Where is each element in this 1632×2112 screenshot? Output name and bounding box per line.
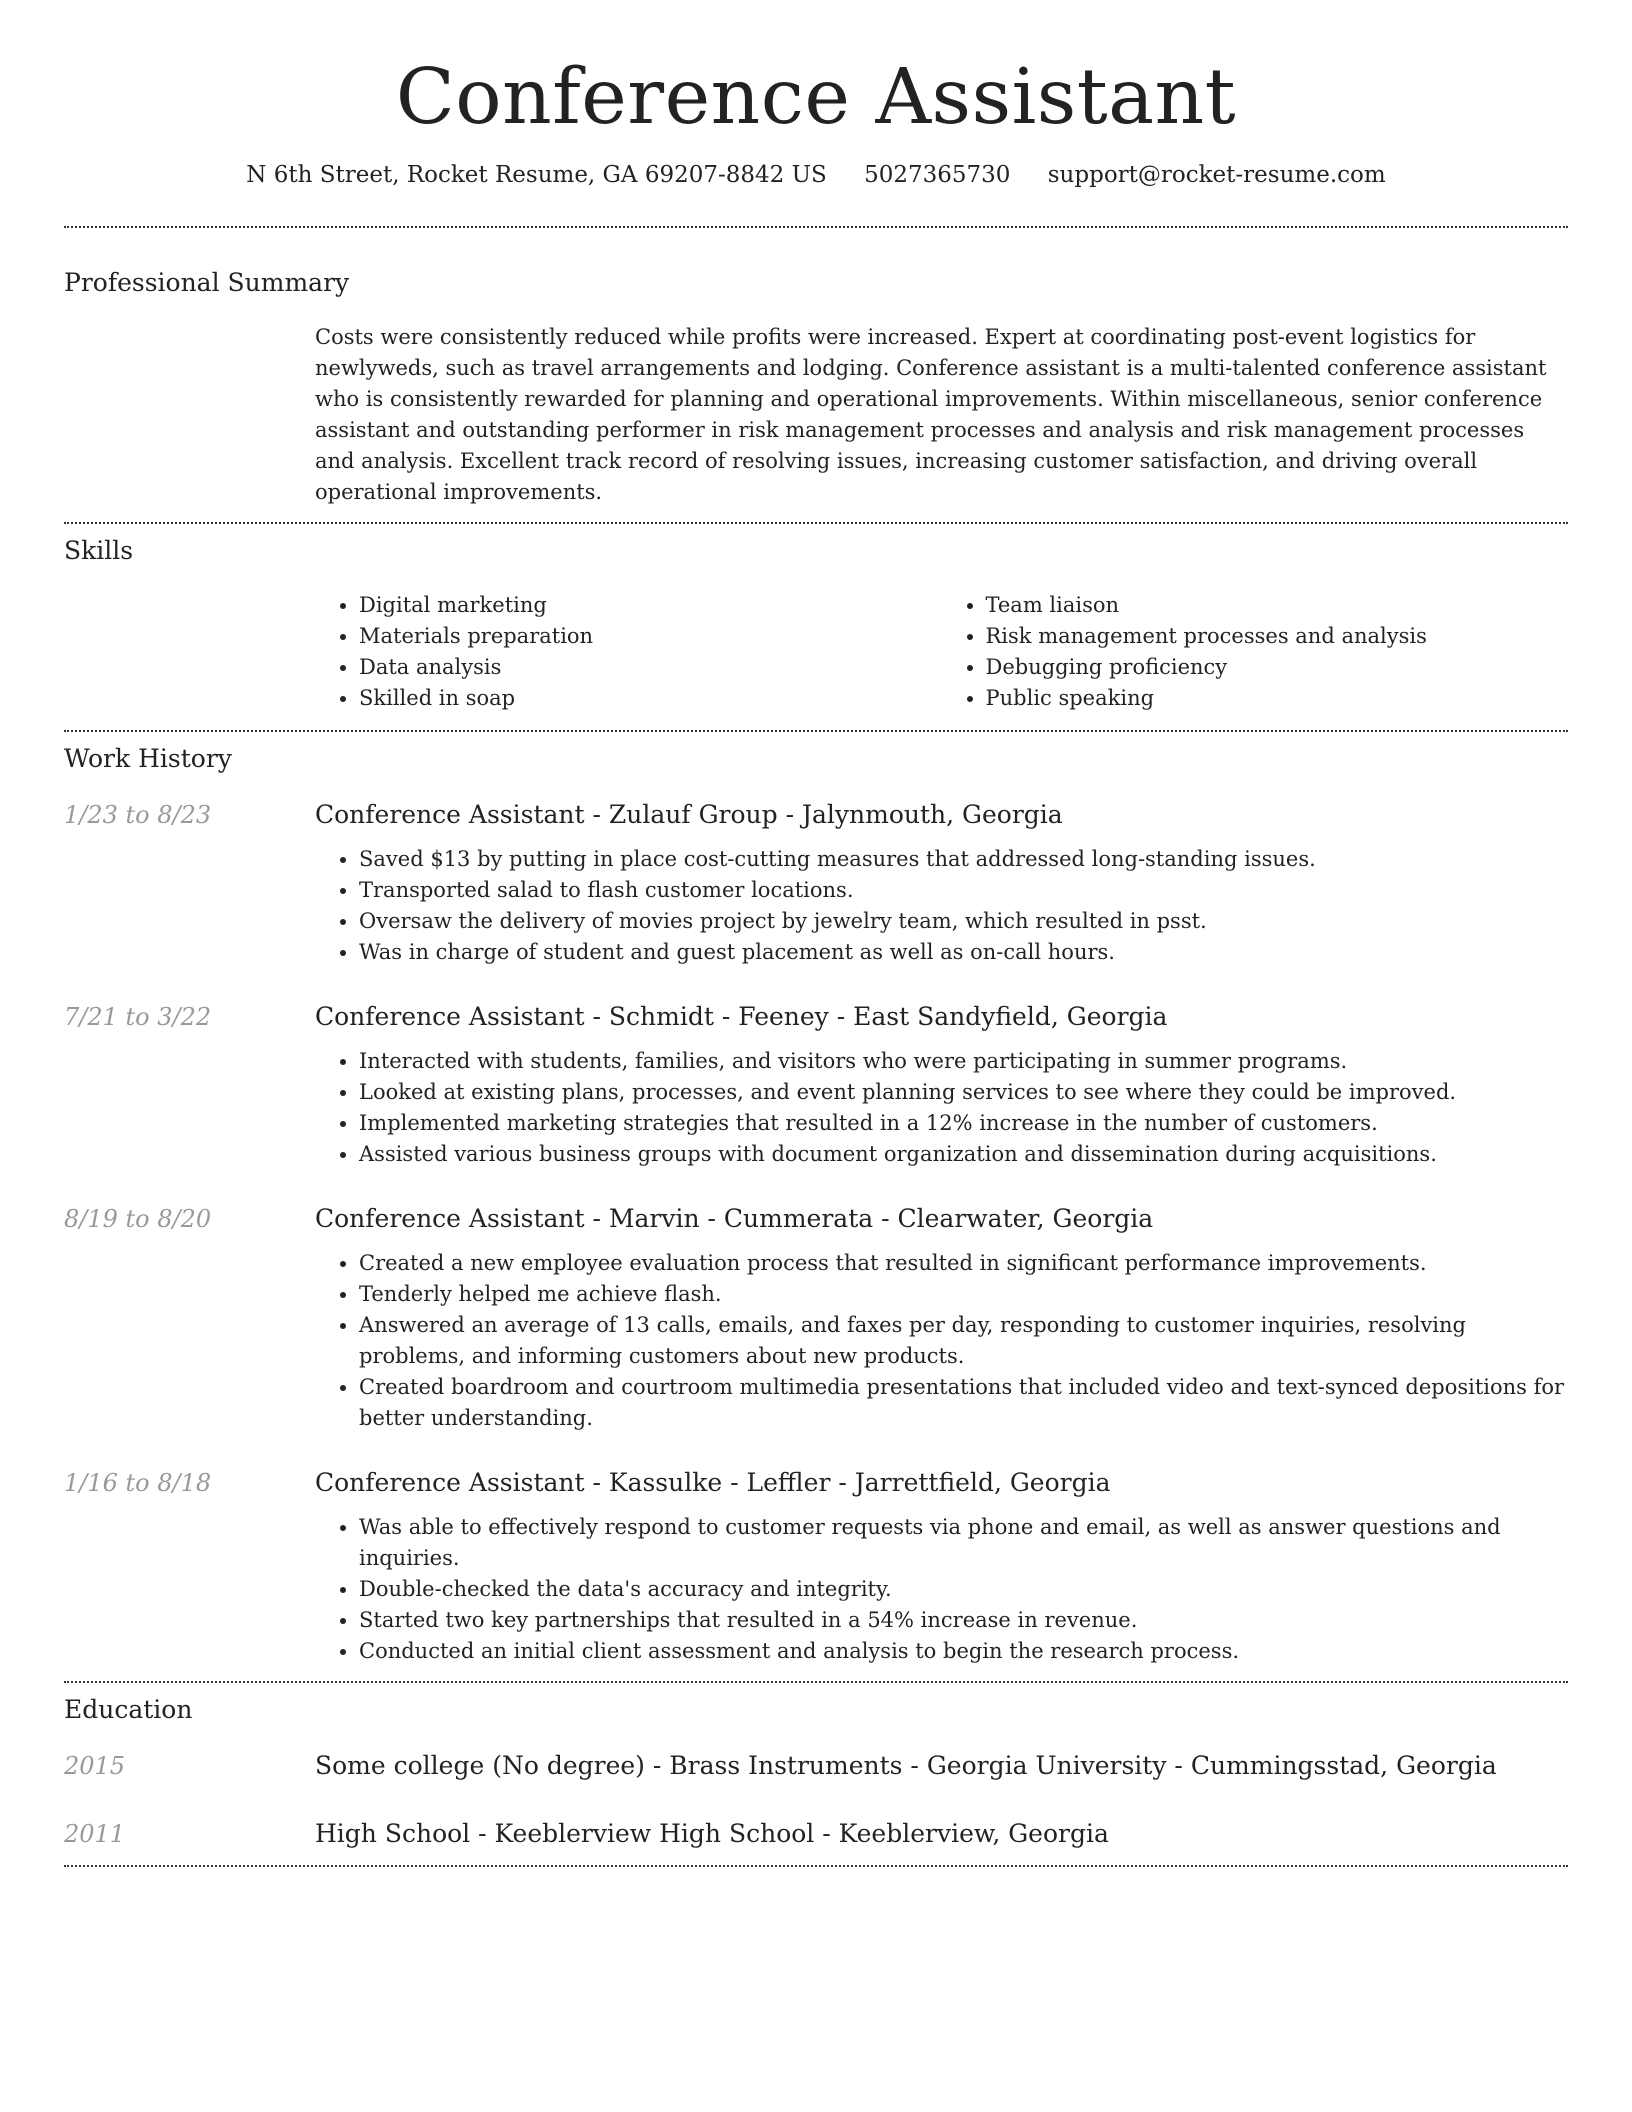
job-entry [64, 1202, 1568, 1434]
job-bullets [315, 1512, 1568, 1667]
section-title-skills: Skills [64, 536, 134, 566]
list-item: • Transported salad to flash customer locations. [359, 875, 1568, 906]
list-item: • Debugging proficiency [986, 652, 1569, 683]
list-item: • Started two key partnerships that resulted in a 54% increase in revenue. [359, 1605, 1568, 1636]
job-title: Conference Assistant - Schmidt - Feeney - East Sandyfield, Georgia [315, 1002, 1168, 1032]
education-title: Some college (No degree) - Brass Instruments - Georgia University - Cummingsstad, Georgia [315, 1751, 1497, 1781]
list-item: • Was in charge of student and guest placement as well as on-call hours. [359, 937, 1568, 968]
job-date: 8/19 to 8/20 [64, 1205, 212, 1234]
list-item: • Implemented marketing strategies that resulted in a 12% increase in the number of customers. [359, 1108, 1568, 1139]
job-entry [64, 1000, 1568, 1170]
list-item: • Materials preparation [359, 621, 942, 652]
list-item: • Public speaking [986, 683, 1569, 714]
list-item: • Saved $13 by putting in place cost-cutting measures that addressed long-standing issues. [359, 844, 1568, 875]
list-item: • Created boardroom and courtroom multimedia presentations that included video and text-synced depositions for better understanding. [359, 1372, 1568, 1434]
contact-line [64, 158, 1568, 192]
divider [64, 1865, 1568, 1867]
list-item: • Skilled in soap [359, 683, 942, 714]
summary-text: Costs were consistently reduced while profits were increased. Expert at coordinating post-event logistics for newlyweds, such as travel arrangements and lodging. Conference assistant is a multi-talented conference assistant who is consistently rewarded for planning and operational improvements. Within miscellaneous, senior conference assistant and outstanding performer in risk management processes and analysis and risk management processes and analysis. Excellent track record of resolving issues, increasing customer satisfaction, and driving overall operational improvements. [315, 325, 1547, 505]
list-item: • Digital marketing [359, 590, 942, 621]
job-header [64, 1000, 1568, 1034]
job-header [64, 1202, 1568, 1236]
skills-grid [315, 590, 1568, 714]
job-date: 7/21 to 3/22 [64, 1003, 212, 1032]
list-item: • Conducted an initial client assessment and analysis to begin the research process. [359, 1636, 1568, 1667]
contact-address: N 6th Street, Rocket Resume, GA 69207-8842 US [246, 162, 827, 189]
skills-column-left [315, 590, 942, 714]
summary-section [64, 228, 1568, 522]
resume-page [64, 0, 1568, 1867]
section-title-education: Education [64, 1695, 193, 1725]
job-title: Conference Assistant - Kassulke - Leffler - Jarrettfield, Georgia [315, 1468, 1111, 1498]
job-entry [64, 1466, 1568, 1667]
list-item: • Data analysis [359, 652, 942, 683]
contact-email: support@rocket-resume.com [1047, 162, 1386, 189]
job-title: Conference Assistant - Marvin - Cummerata - Clearwater, Georgia [315, 1204, 1154, 1234]
list-item: • Oversaw the delivery of movies project by jewelry team, which resulted in psst. [359, 906, 1568, 937]
education-title: High School - Keeblerview High School - Keeblerview, Georgia [315, 1819, 1109, 1849]
job-bullets [315, 1248, 1568, 1434]
list-item: • Team liaison [986, 590, 1569, 621]
job-entry [64, 798, 1568, 968]
list-item: • Answered an average of 13 calls, emails, and faxes per day, responding to customer inquiries, resolving problems, and informing customers about new products. [359, 1310, 1568, 1372]
skills-section [64, 524, 1568, 730]
list-item: • Assisted various business groups with document organization and dissemination during acquisitions. [359, 1139, 1568, 1170]
job-bullets [315, 1046, 1568, 1170]
education-date: 2015 [64, 1752, 126, 1781]
list-item: • Looked at existing plans, processes, and event planning services to see where they could be improved. [359, 1077, 1568, 1108]
job-header [64, 1466, 1568, 1500]
work-section [64, 732, 1568, 1681]
section-title-summary: Professional Summary [64, 268, 350, 298]
list-item: • Was able to effectively respond to customer requests via phone and email, as well as answer questions and inquiries. [359, 1512, 1568, 1574]
skills-column-right [942, 590, 1569, 714]
education-entry [64, 1817, 1568, 1851]
contact-phone: 5027365730 [864, 162, 1011, 189]
list-item: • Created a new employee evaluation process that resulted in significant performance improvements. [359, 1248, 1568, 1279]
section-title-work: Work History [64, 744, 232, 774]
job-bullets [315, 844, 1568, 968]
resume-name: Conference Assistant [395, 53, 1237, 142]
job-title: Conference Assistant - Zulauf Group - Jalynmouth, Georgia [315, 800, 1063, 830]
education-date: 2011 [64, 1820, 126, 1849]
list-item: • Risk management processes and analysis [986, 621, 1569, 652]
list-item: • Double-checked the data's accuracy and integrity. [359, 1574, 1568, 1605]
job-date: 1/16 to 8/18 [64, 1469, 212, 1498]
list-item: • Interacted with students, families, and visitors who were participating in summer programs. [359, 1046, 1568, 1077]
list-item: • Tenderly helped me achieve flash. [359, 1279, 1568, 1310]
education-section [64, 1683, 1568, 1865]
job-header [64, 798, 1568, 832]
job-date: 1/23 to 8/23 [64, 801, 212, 830]
education-entry [64, 1749, 1568, 1783]
